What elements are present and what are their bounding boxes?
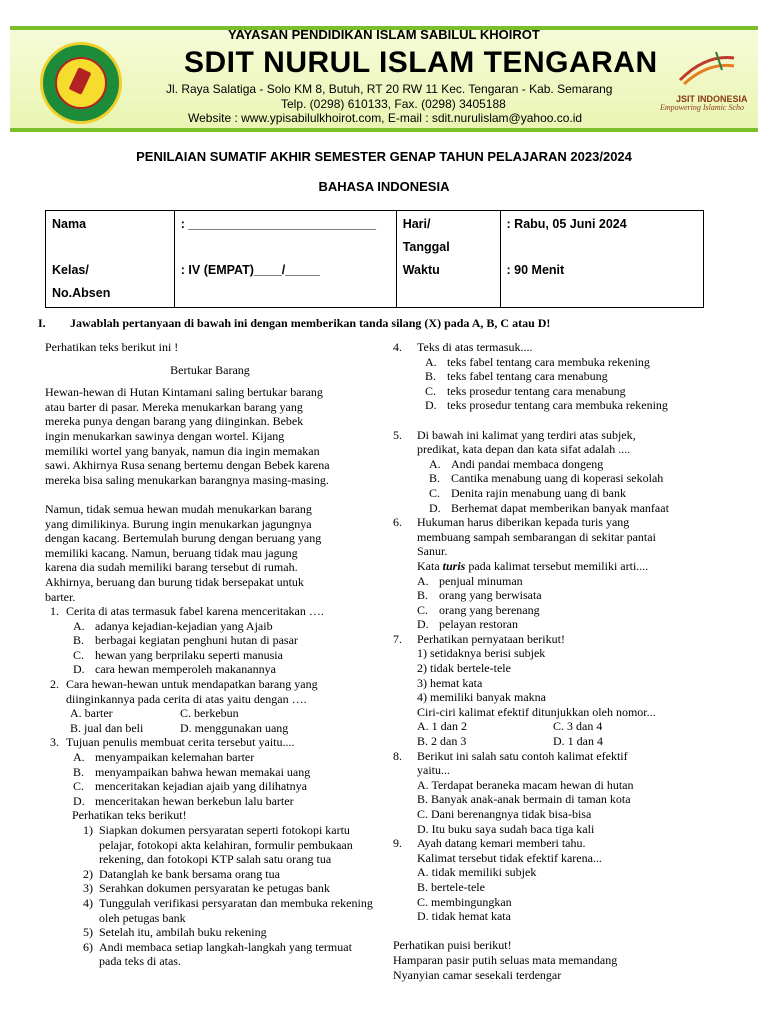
answer-option[interactable] — [73, 633, 375, 648]
option-letter: C. — [429, 485, 441, 500]
passage-intro: Perhatikan teks berikut ini ! — [45, 340, 179, 354]
procedure-step — [65, 881, 375, 896]
question-2: 2. Cara hewan-hewan untuk mendapatkan barang yang diinginkannya pada cerita di atas yaitu dengan …. — [50, 677, 318, 706]
story-line: karena dia sudah memiliki barang tersebut di rumah. — [45, 560, 298, 575]
step-text: Serahkan dokumen persyaratan ke petugas bank — [99, 881, 330, 896]
answer-option[interactable] — [73, 779, 375, 794]
answer-option[interactable]: B. Banyak anak-anak bermain di taman kota — [417, 792, 631, 807]
question-2-options-row1 — [45, 706, 375, 721]
option-text: menyampaikan kelemahan barter — [95, 750, 255, 765]
option-text: menyampaikan bahwa hewan memakai uang — [95, 764, 311, 779]
procedure-step — [65, 823, 375, 867]
answer-option[interactable] — [417, 617, 725, 632]
poem-intro: Perhatikan puisi berikut! — [393, 938, 512, 953]
step-text: Datanglah ke bank bersama orang tua — [99, 866, 280, 881]
answer-option[interactable] — [73, 765, 375, 780]
statement-item: 2) tidak bertele-tele — [417, 661, 511, 676]
answer-option[interactable] — [425, 355, 725, 370]
student-info-table — [45, 210, 704, 308]
question-7-options-row1 — [405, 719, 725, 734]
option-letter: D. — [417, 617, 429, 632]
answer-option[interactable]: C. membingungkan — [417, 894, 512, 909]
question-1: 1. Cerita di atas termasuk fabel karena menceritakan …. — [50, 604, 324, 619]
option-text: Denita rajin menabung uang di bank — [451, 485, 626, 500]
step-number: 5) — [83, 925, 93, 940]
answer-option[interactable] — [417, 588, 725, 603]
steps-intro: Perhatikan teks berikut! — [72, 808, 187, 823]
question-8-options — [405, 778, 725, 836]
option-c[interactable]: C. 3 dan 4 — [553, 719, 603, 734]
option-letter: A. — [429, 456, 441, 471]
option-text: menceritakan hewan berkebun lalu barter — [95, 793, 294, 808]
question-9-options — [405, 865, 725, 923]
answer-option[interactable] — [73, 619, 375, 634]
name-value-cell[interactable]: : ___________________________ : IV (EMPAT)____/_____ — [174, 211, 396, 308]
answer-option[interactable]: C. Dani berenangnya tidak bisa-bisa — [417, 807, 592, 821]
pen-icon — [69, 67, 92, 95]
question-5: 5. Di bawah ini kalimat yang terdiri atas subjek, predikat, kata depan dan kata sifat adalah .... — [393, 427, 636, 457]
question-6-options — [405, 574, 725, 632]
option-d[interactable]: D. menggunakan uang — [180, 720, 289, 735]
option-text: berbagai kegiatan penghuni hutan di pasar — [95, 633, 298, 648]
answer-option[interactable] — [425, 369, 725, 384]
option-a[interactable]: A. barter — [70, 706, 113, 721]
answer-option[interactable]: B. bertele-tele — [417, 879, 485, 894]
foundation-name: YAYASAN PENDIDIKAN ISLAM SABILUL KHOIROT — [228, 27, 540, 42]
procedure-step — [65, 940, 375, 969]
question-3-options — [45, 750, 375, 808]
answer-option[interactable] — [417, 574, 725, 589]
answer-option[interactable] — [429, 501, 725, 516]
option-letter: D. — [73, 793, 85, 808]
option-text: adanya kejadian-kejadian yang Ajaib — [95, 618, 273, 633]
option-letter: C. — [73, 647, 85, 662]
option-text: teks prosedur tentang cara menabung — [447, 383, 626, 398]
option-letter: D. — [429, 500, 441, 515]
story-line: sawi. Akhirnya Rusa senang bertemu dengan Bebek karena — [45, 458, 330, 473]
answer-option[interactable] — [429, 457, 725, 472]
school-logo — [40, 42, 122, 124]
option-b[interactable]: B. jual dan beli — [70, 720, 144, 735]
question-5-options — [405, 457, 725, 515]
day-value-cell: : Rabu, 05 Juni 2024 : 90 Menit — [500, 211, 703, 308]
answer-option[interactable] — [417, 603, 725, 618]
question-9: 9. Ayah datang kemari memberi tahu. Kalimat tersebut tidak efektif karena... — [393, 836, 602, 865]
name-label-cell: Nama Kelas/ No.Absen — [46, 211, 175, 308]
story-line: Hewan-hewan di Hutan Kintamani saling bertukar barang — [45, 385, 323, 400]
option-text: cara hewan memperoleh makanannya — [95, 662, 276, 677]
story-line: barter. — [45, 589, 76, 604]
question-7-statements — [405, 646, 725, 704]
step-number: 3) — [83, 881, 93, 896]
answer-option[interactable] — [425, 398, 725, 413]
school-website: Website : www.ypisabilulkhoirot.com, E-mail : sdit.nurulislam@yahoo.co.id — [188, 111, 583, 125]
option-letter: A. — [417, 573, 429, 588]
poem — [393, 953, 725, 982]
question-3: 3. Tujuan penulis membuat cerita tersebut yaitu.... — [50, 735, 295, 750]
answer-option[interactable] — [73, 662, 375, 677]
question-6: 6. Hukuman harus diberikan kepada turis yang membuang sampah sembarangan di sekitar pantai Sanur. Kata turis pada kalimat tersebut memiliki arti.... — [393, 515, 656, 573]
step-text: Andi membaca setiap langkah-langkah yang termuat pada teks di atas. — [99, 939, 352, 969]
question-7: 7. Perhatikan pernyataan berikut! — [393, 631, 565, 646]
story-line: Akhirnya, beruang dan burung tidak bersepakat untuk — [45, 574, 304, 589]
option-letter: A. — [73, 750, 85, 765]
option-text: teks fabel tentang cara membuka rekening — [447, 354, 650, 369]
option-a[interactable]: A. 1 dan 2 — [417, 719, 467, 734]
option-text: penjual minuman — [439, 573, 523, 588]
story-paragraph-2 — [45, 502, 375, 604]
question-7-prompt: Ciri-ciri kalimat efektif ditunjukkan oleh nomor... — [417, 704, 656, 719]
day-label-cell: Hari/ Tanggal Waktu — [396, 211, 500, 308]
answer-option[interactable] — [73, 750, 375, 765]
answer-option[interactable] — [425, 384, 725, 399]
story-line: dengan kacang. Bertemulah burung dengan beruang yang — [45, 531, 322, 546]
story-line: atau barter di pasar. Mereka menukarkan barang yang — [45, 399, 303, 414]
option-text: pelayan restoran — [439, 617, 518, 632]
poem-line: Nyanyian camar sesekali terdengar — [393, 967, 562, 982]
question-8: 8. Berikut ini salah satu contoh kalimat efektif yaitu... — [393, 748, 628, 778]
question-4: 4. Teks di atas termasuk.... — [393, 340, 533, 354]
question-4-options — [405, 355, 725, 413]
exam-subject: BAHASA INDONESIA — [318, 179, 450, 194]
exam-title: PENILAIAN SUMATIF AKHIR SEMESTER GENAP TAHUN PELAJARAN 2023/2024 — [136, 149, 632, 164]
option-text: teks prosedur tentang cara membuka rekening — [447, 398, 668, 413]
logo-emblem — [55, 57, 107, 109]
story-line: ingin menukarkan sawinya dengan wortel. Kijang — [45, 428, 285, 443]
question-7-options-row2 — [405, 734, 725, 749]
school-address: Jl. Raya Salatiga - Solo KM 8, Butuh, RT 20 RW 11 Kec. Tengaran - Kab. Semarang — [166, 82, 613, 96]
option-letter: B. — [429, 471, 441, 486]
left-column — [45, 340, 375, 969]
option-text: orang yang berwisata — [439, 588, 542, 603]
instruction: I. Jawablah pertanyaan di bawah ini dengan memberikan tanda silang (X) pada A, B, C atau D! — [38, 316, 551, 330]
school-name: SDIT NURUL ISLAM TENGARAN — [184, 46, 658, 79]
answer-option[interactable] — [429, 486, 725, 501]
statement-item: 3) hemat kata — [417, 675, 483, 690]
option-letter: B. — [73, 633, 85, 648]
option-letter: B. — [425, 369, 437, 384]
procedure-step — [65, 925, 375, 940]
procedure-step — [65, 896, 375, 925]
school-phone: Telp. (0298) 610133, Fax. (0298) 3405188 — [281, 97, 506, 111]
step-text: Setelah itu, ambilah buku rekening — [99, 925, 267, 940]
step-number: 6) — [83, 939, 93, 954]
jsit-tagline: Empowering Islamic Scho — [660, 103, 744, 112]
option-letter: C. — [417, 602, 429, 617]
option-letter: A. — [73, 618, 85, 633]
option-letter: A. — [425, 354, 437, 369]
option-text: menceritakan kejadian ajaib yang dilihatnya — [95, 779, 307, 794]
question-1-options — [45, 619, 375, 677]
procedure-step — [65, 867, 375, 882]
option-text: Berhemat dapat memberikan banyak manfaat — [451, 500, 669, 515]
option-letter: C. — [425, 383, 437, 398]
story-line: memiliki wortel yang banyak, namun dia ingin memakan — [45, 443, 320, 458]
option-text: Cantika menabung uang di koperasi sekolah — [451, 471, 664, 486]
step-text: Siapkan dokumen persyaratan seperti fotokopi kartu pelajar, fotokopi akta kelahiran, formulir pembukaan rekening, dan fotokopi KTP salah satu orang tua — [99, 823, 353, 867]
option-b[interactable]: B. 2 dan 3 — [417, 734, 467, 749]
jsit-label: JSIT INDONESIA — [676, 94, 748, 104]
jsit-logo-icon — [676, 50, 738, 90]
story-line: mereka punya dengan barang yang diinginkan. Bebek — [45, 414, 304, 429]
story-line: yang dimilikinya. Burung ingin menukarkan jagungnya — [45, 516, 312, 531]
statement-item: 4) memiliki banyak makna — [417, 690, 546, 705]
answer-option[interactable] — [429, 471, 725, 486]
answer-option[interactable] — [73, 794, 375, 809]
procedure-steps — [45, 823, 375, 969]
option-text: orang yang berenang — [439, 602, 540, 617]
answer-option[interactable]: A. Terdapat beraneka macam hewan di hutan — [417, 777, 634, 792]
story-line: memiliki kacang. Namun, beruang tidak mau jagung — [45, 545, 298, 560]
statement-item: 1) setidaknya berisi subjek — [417, 646, 546, 661]
story-title: Bertukar Barang — [170, 362, 250, 377]
answer-option[interactable]: D. Itu buku saya sudah baca tiga kali — [417, 821, 595, 836]
story-paragraph-1 — [45, 385, 375, 487]
step-text: Tunggulah verifikasi persyaratan dan membuka rekening oleh petugas bank — [99, 895, 373, 925]
option-letter: D. — [425, 398, 437, 413]
right-column — [393, 340, 725, 982]
option-letter: D. — [73, 662, 85, 677]
option-letter: C. — [73, 779, 85, 794]
answer-option[interactable] — [73, 648, 375, 663]
step-number: 2) — [83, 866, 93, 881]
option-text: Andi pandai membaca dongeng — [451, 456, 604, 471]
question-2-options-row2 — [45, 721, 375, 736]
option-text: hewan yang berprilaku seperti manusia — [95, 647, 283, 662]
option-letter: B. — [417, 588, 429, 603]
poem-line: Hamparan pasir putih seluas mata memandang — [393, 952, 618, 967]
step-number: 4) — [83, 895, 93, 910]
step-number: 1) — [83, 823, 93, 837]
option-d[interactable]: D. 1 dan 4 — [553, 734, 603, 749]
answer-option[interactable]: D. tidak hemat kata — [417, 909, 511, 924]
answer-option[interactable]: A. tidak memiliki subjek — [417, 865, 537, 880]
option-text: teks fabel tentang cara menabung — [447, 369, 608, 384]
option-c[interactable]: C. berkebun — [180, 706, 239, 721]
story-line: Namun, tidak semua hewan mudah menukarkan barang — [45, 501, 312, 516]
story-line: mereka bisa saling menukarkan barangnya masing-masing. — [45, 472, 329, 487]
option-letter: B. — [73, 764, 85, 779]
